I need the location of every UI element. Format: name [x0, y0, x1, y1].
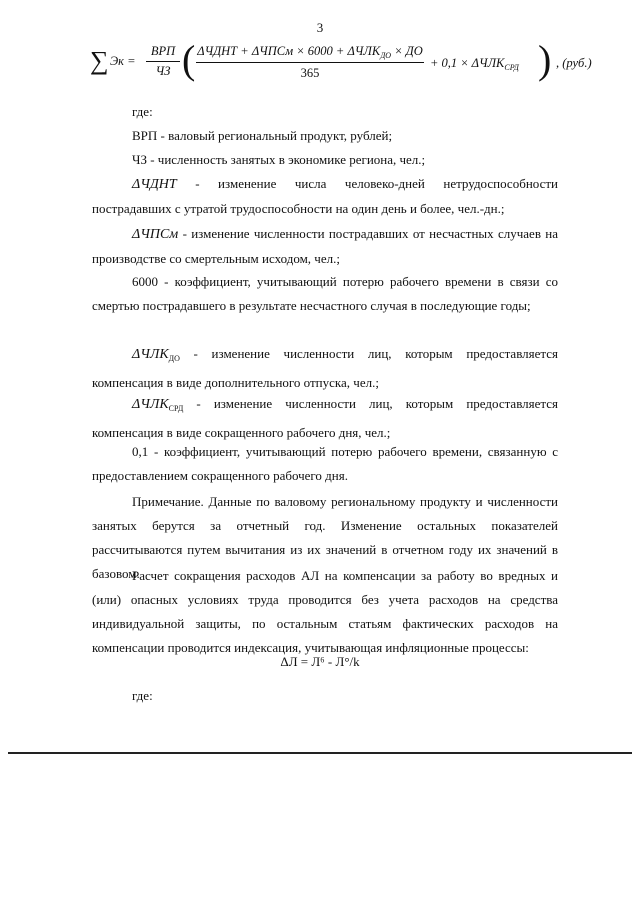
formula-lhs: Эк = — [110, 54, 136, 68]
where-label-2: где: — [132, 688, 153, 703]
fraction-numerator: ВРП — [150, 44, 176, 58]
definition-dchpsm: ΔЧПСм - изменение численности пострадавших от несчастных случаев на производстве со смертельным исходом, чел.; — [92, 226, 559, 266]
right-paren: ) — [538, 37, 552, 82]
fraction-numerator: ΔЧДНТ + ΔЧПСм × $6000 + \Delta ЧЛК_{ДО}$ × ДО — [197, 44, 423, 60]
formula-tail: + $0,1 \times \Delta ЧЛК_{СРД}$ — [430, 56, 519, 72]
where-label: где: — [132, 104, 153, 119]
definition-vrp: ВРП - валовый региональный продукт, рублей; — [132, 128, 393, 143]
page-number: 3 — [316, 20, 324, 35]
fraction-main — [196, 44, 424, 81]
definition-dchdnt: ΔЧДНТ - изменение числа человеко-дней нетрудоспособности пострадавших с утратой трудоспособности на один день и более, чел.-дн.; — [92, 176, 559, 216]
definition-chz: ЧЗ - численность занятых в экономике региона, чел.; — [132, 152, 426, 167]
definition-dchlk-srd: $\Delta ЧЛК_{СРД}$ - изменение численности лиц, которым предоставляется компенсация в виде сокращенного рабочего дня, чел.; — [92, 396, 558, 440]
formula-unit: , (руб.) — [556, 56, 592, 70]
formula-delta-l: ΔЛ = Л⁶ - Л°/k — [280, 654, 360, 669]
formula-ek — [90, 37, 610, 90]
definition-dchlk-do: $\Delta ЧЛК_{ДО}$ - изменение численности лиц, которым предоставляется компенсация в виде дополнительного отпуска, чел.; — [92, 346, 558, 390]
sum-sign: ∑ — [90, 46, 109, 75]
note-paragraph: Примечание. Данные по валовому региональному продукту и численности занятых берутся за отчетный год. Изменение остальных показателей рассчитываются путем вычитания из их значений в отчетном году их значений в базовом. — [92, 494, 558, 581]
fraction-denominator: 365 — [196, 62, 424, 81]
body-paragraph: Расчет сокращения расходов АЛ на компенсации за работу во вредных и (или) опасных условиях труда проводится без учета расходов на средства индивидуальной защиты, по остальным статьям фактических расходов на компенсации проводится индексация, учитывающая инфляционные процессы: — [92, 568, 558, 655]
fraction-vrp-chz — [146, 44, 180, 79]
page-divider — [8, 752, 632, 754]
left-paren: ( — [182, 37, 196, 82]
definition-coef-01: 0,1 - коэффициент, учитывающий потерю рабочего времени, связанную с предоставлением сокращенного рабочего дня. — [92, 444, 558, 483]
definition-6000: 6000 - коэффициент, учитывающий потерю рабочего времени в связи со смертью пострадавшего в результате несчастного случая в последующие годы; — [92, 274, 558, 313]
fraction-denominator: ЧЗ — [146, 61, 180, 79]
